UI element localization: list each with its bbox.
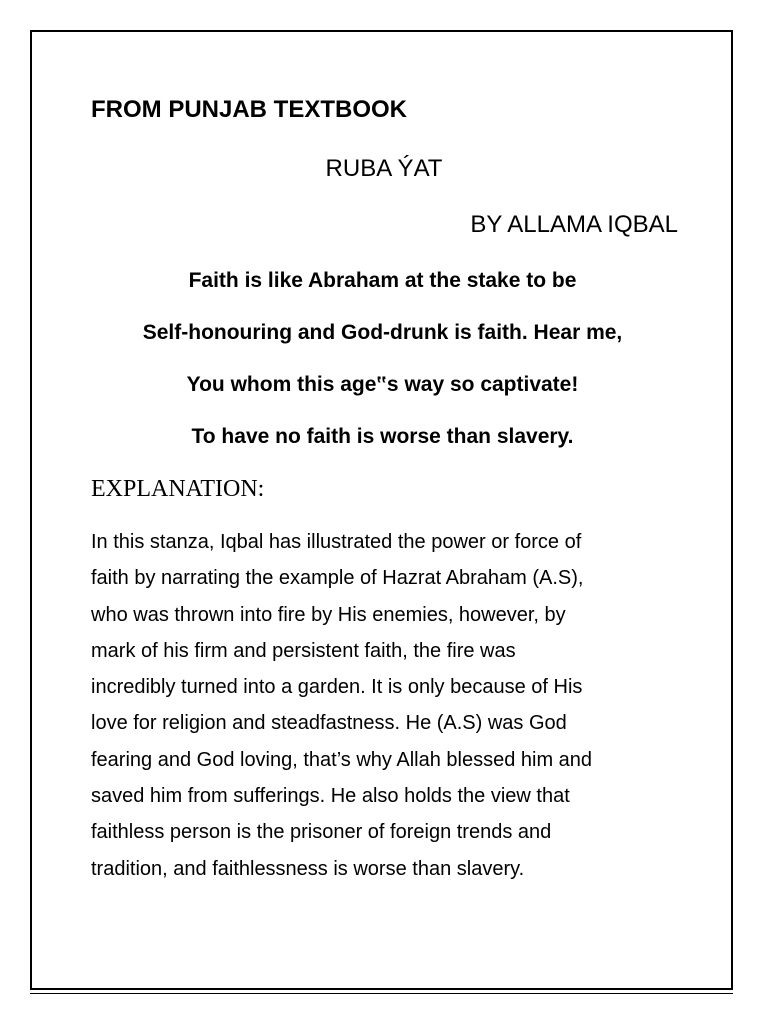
explanation-line: In this stanza, Iqbal has illustrated the power or force of — [91, 531, 582, 553]
explanation-line: faithless person is the prisoner of foreign trends and — [91, 821, 552, 844]
explanation-line: tradition, and faithlessness is worse than slavery. — [91, 857, 525, 880]
poem-stanza — [30, 262, 735, 470]
stanza-line: Self-honouring and God-drunk is faith. Hear me, — [142, 321, 623, 344]
stanza-line: To have no faith is worse than slavery. — [191, 425, 574, 448]
explanation-line: faith by narrating the example of Hazrat Abraham (A.S), — [91, 567, 584, 590]
explanation-line: saved him from sufferings. He also holds the view that — [91, 785, 570, 808]
document-heading: FROM PUNJAB TEXTBOOK — [91, 96, 408, 123]
explanation-heading: EXPLANATION: — [91, 476, 265, 502]
poem-author: BY ALLAMA IQBAL — [470, 211, 678, 238]
stanza-line: You whom this age‟s way so captivate! — [186, 373, 579, 396]
explanation-paragraph — [91, 524, 691, 887]
stanza-line: Faith is like Abraham at the stake to be — [188, 269, 577, 292]
explanation-line: love for religion and steadfastness. He (A.S) was God — [91, 712, 567, 735]
explanation-line: mark of his firm and persistent faith, the fire was — [91, 639, 516, 662]
poem-title: RUBA ÝAT — [325, 155, 443, 182]
explanation-line: incredibly turned into a garden. It is only because of His — [91, 676, 583, 699]
explanation-line: fearing and God loving, that’s why Allah blessed him and — [91, 748, 593, 771]
explanation-line: who was thrown into fire by His enemies, however, by — [91, 603, 566, 626]
